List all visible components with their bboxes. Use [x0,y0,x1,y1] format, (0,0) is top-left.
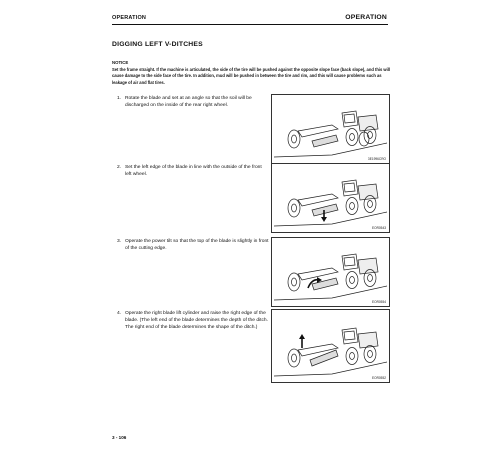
step-text: Operate the right blade lift cylinder and raise the right edge of the blade. (The left end of the blade determines the depth of the ditch. The right end of the blade determines the shape of the ditch.) [125,311,269,330]
step-text: Rotate the blade and set at an angle so that the soil will be discharged on the inside of the rear right wheel. [125,96,252,108]
step-4 [117,311,269,332]
page-title: DIGGING LEFT V-DITCHES [112,41,203,48]
figure-code: EOR0552 [372,376,386,380]
step-number: 4. [117,311,122,316]
header-section-right: OPERATION [345,14,387,21]
figure-step-4 [271,309,390,383]
step-1 [117,96,269,110]
step-text: Operate the power tilt so that the top of the blade is slightly in front of the cutting edge. [125,239,269,251]
header-rule [112,24,388,25]
motor-grader-illustration [272,310,389,382]
header-section-left: OPERATION [112,15,147,21]
motor-grader-illustration [272,164,389,232]
notice-heading: NOTICE [112,60,129,65]
page-number: 3 - 106 [112,435,127,440]
figure-code: 3E1996CRO [367,157,386,161]
figure-step-2 [271,163,390,233]
motor-grader-illustration [272,238,389,306]
figure-code: EOR0554 [372,300,386,304]
figure-step-1 [271,94,390,164]
arrow-head-icon [299,334,305,339]
step-3 [117,239,269,253]
step-text: Set the left edge of the blade in line with the outside of the front left wheel. [125,165,262,177]
step-2 [117,165,269,179]
step-number: 3. [117,239,122,244]
step-number: 2. [117,165,122,170]
figure-code: EOR0543 [372,226,386,230]
notice-text: Set the frame straight. If the machine is articulated, the side of the tire will be pushed against the opposite slope face (back slope), and this will cause damage to the side face of the tire. In addition, mud will be pushed in between the tire and rim, and this will cause problems such as leakage of air and flat tires. [112,67,390,85]
motor-grader-illustration [272,95,389,163]
step-number: 1. [117,96,122,101]
figure-step-3 [271,237,390,307]
arrow-head-icon [321,217,327,222]
